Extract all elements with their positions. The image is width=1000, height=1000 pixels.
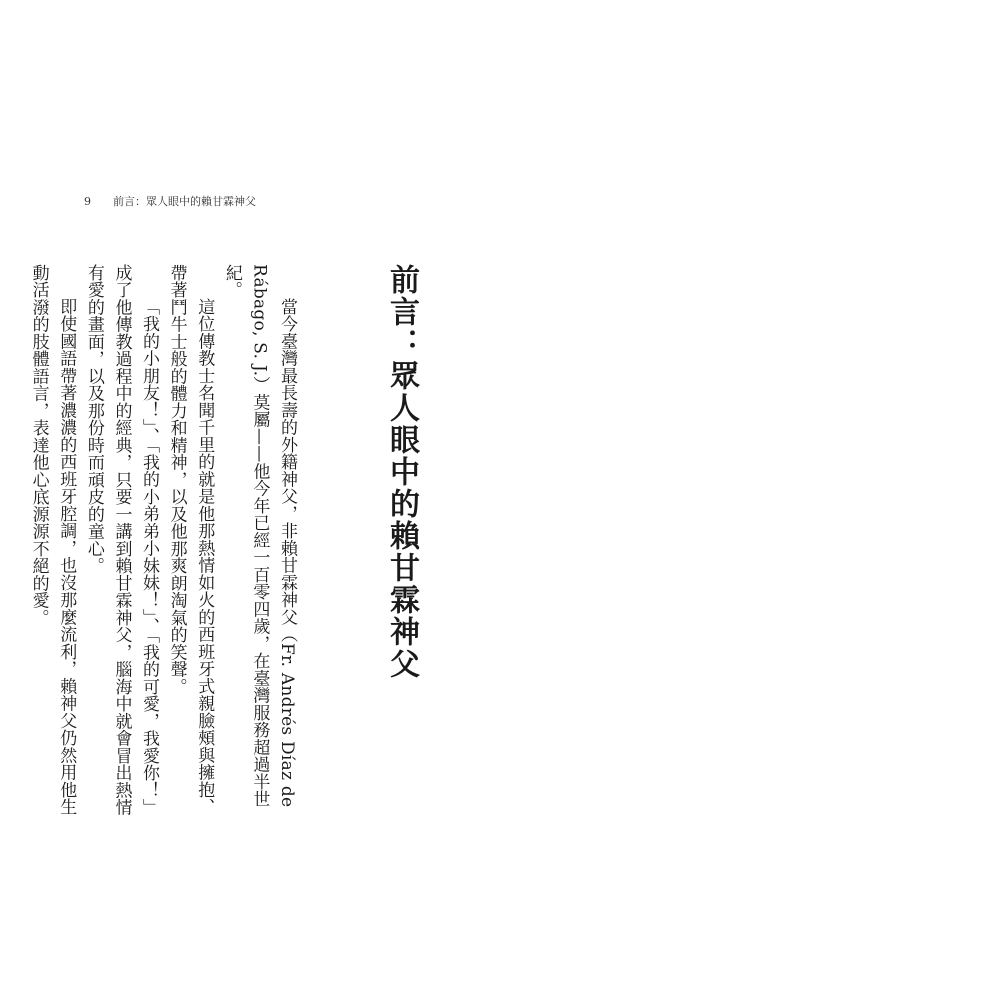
chapter-title: 前言：眾人眼中的賴甘霖神父 — [384, 264, 419, 680]
paragraph: 當今臺灣最長壽的外籍神父，非賴甘霖神父（Fr. Andrés Díaz de Rábago, S. J.）莫屬——他今年已經一百零四歲，在臺灣服務超過半世紀。 — [221, 264, 297, 808]
paragraph: 這位傳教士名聞千里的就是他那熱情如火的西班牙式親臉頰與擁抱、帶著鬥牛士般的體力和精神，以及他那爽朗淘氣的笑聲。 — [166, 264, 215, 816]
paragraph: 「我的小朋友！」、「我的小弟弟小妹妹！」、「我的可愛，我愛你！」成了他傳教過程中的經典，只要一講到賴甘霖神父，腦海中就會冒出熱情有愛的畫面，以及那份時而頑皮的童心。 — [83, 264, 160, 816]
page-number: 9 — [84, 195, 91, 208]
running-title: 前言：眾人眼中的賴甘霖神父 — [113, 195, 256, 208]
body-text — [28, 264, 300, 824]
paragraph: 即使國語帶著濃濃的西班牙腔調，也沒那麼流利，賴神父仍然用他生動活潑的肢體語言，表達他心底源源不絕的愛。 — [28, 264, 77, 816]
running-head — [84, 195, 256, 209]
